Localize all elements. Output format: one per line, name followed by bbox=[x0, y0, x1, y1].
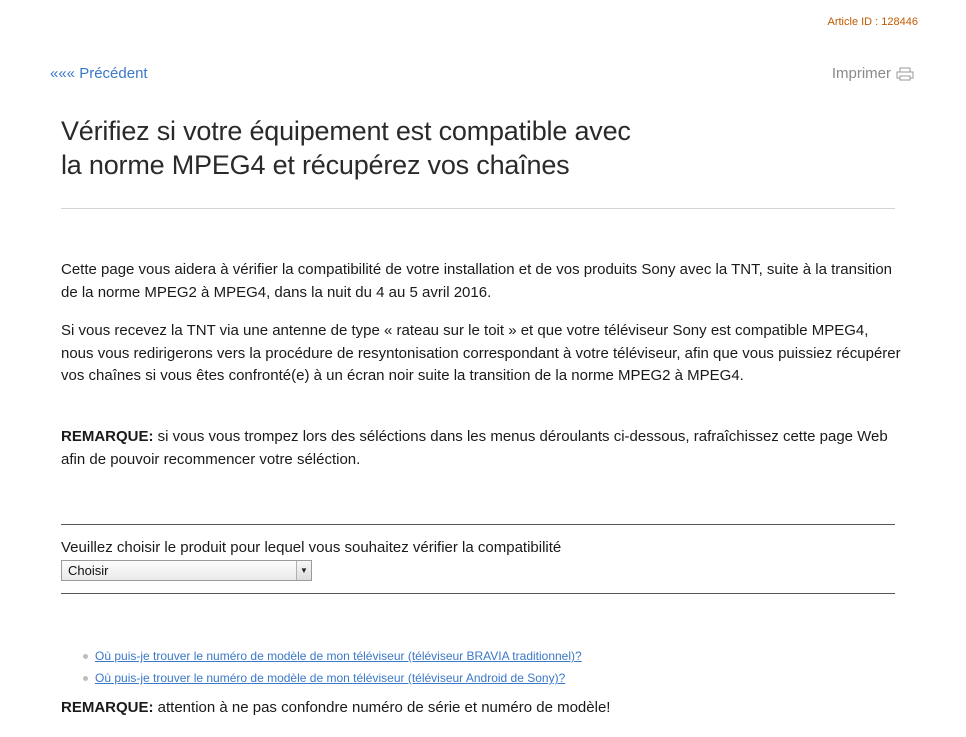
remark-text: si vous vous trompez lors des séléctions dans les menus déroulants ci-dessous, rafraîchissez cette page Web afin de pouvoir recommencer votre séléction. bbox=[61, 428, 888, 468]
previous-link[interactable]: ««« Précédent bbox=[50, 65, 148, 82]
help-links-list bbox=[83, 645, 582, 689]
dropdown-arrow-icon: ▼ bbox=[296, 561, 311, 580]
serial-remark-text: attention à ne pas confondre numéro de série et numéro de modèle! bbox=[153, 699, 611, 716]
help-link-bravia[interactable]: Où puis-je trouver le numéro de modèle de mon téléviseur (téléviseur BRAVIA traditionnel)? bbox=[95, 649, 582, 663]
help-link-android-tv[interactable]: Où puis-je trouver le numéro de modèle de mon téléviseur (téléviseur Android de Sony)? bbox=[95, 671, 566, 685]
remark-label: REMARQUE: bbox=[61, 428, 154, 445]
bullet-icon bbox=[83, 676, 88, 681]
bullet-icon bbox=[83, 654, 88, 659]
antenna-paragraph bbox=[61, 320, 901, 388]
antenna-text: Si vous recevez la TNT via une antenne de type « rateau sur le toit » et que votre téléviseur Sony est compatible MPEG4, nous vous redirigerons vers la procédure de resyntonisation correspondant à votre téléviseur, afin que vous puissiez récupérer vos chaînes si vous êtes confronté(e) à un écran noir suite la transition de la norme MPEG2 à MPEG4. bbox=[61, 322, 901, 384]
product-select-label: Veuillez choisir le produit pour lequel vous souhaitez vérifier la compatibilité bbox=[61, 539, 562, 556]
list-item bbox=[83, 667, 582, 689]
title-divider bbox=[61, 208, 895, 209]
page-title bbox=[61, 114, 701, 182]
page-title-line-1: Vérifiez si votre équipement est compatible avec bbox=[61, 116, 631, 146]
selector-divider-bottom bbox=[61, 593, 895, 594]
intro-paragraph bbox=[61, 259, 901, 304]
product-select[interactable] bbox=[61, 560, 312, 581]
print-button[interactable] bbox=[832, 65, 914, 82]
selector-divider-top bbox=[61, 524, 895, 525]
serial-remark bbox=[61, 697, 610, 719]
remark-paragraph bbox=[61, 426, 901, 471]
intro-text: Cette page vous aidera à vérifier la compatibilité de votre installation et de vos produits Sony avec la TNT, suite à la transition de la norme MPEG2 à MPEG4, dans la nuit du 4 au 5 avril 2016. bbox=[61, 261, 892, 301]
list-item bbox=[83, 645, 582, 667]
article-id: Article ID : 128446 bbox=[827, 16, 918, 28]
product-select-value: Choisir bbox=[68, 563, 109, 578]
printer-icon bbox=[896, 67, 914, 81]
serial-remark-label: REMARQUE: bbox=[61, 699, 154, 716]
page-title-line-2: la norme MPEG4 et récupérez vos chaînes bbox=[61, 150, 570, 180]
print-label: Imprimer bbox=[831, 65, 891, 82]
